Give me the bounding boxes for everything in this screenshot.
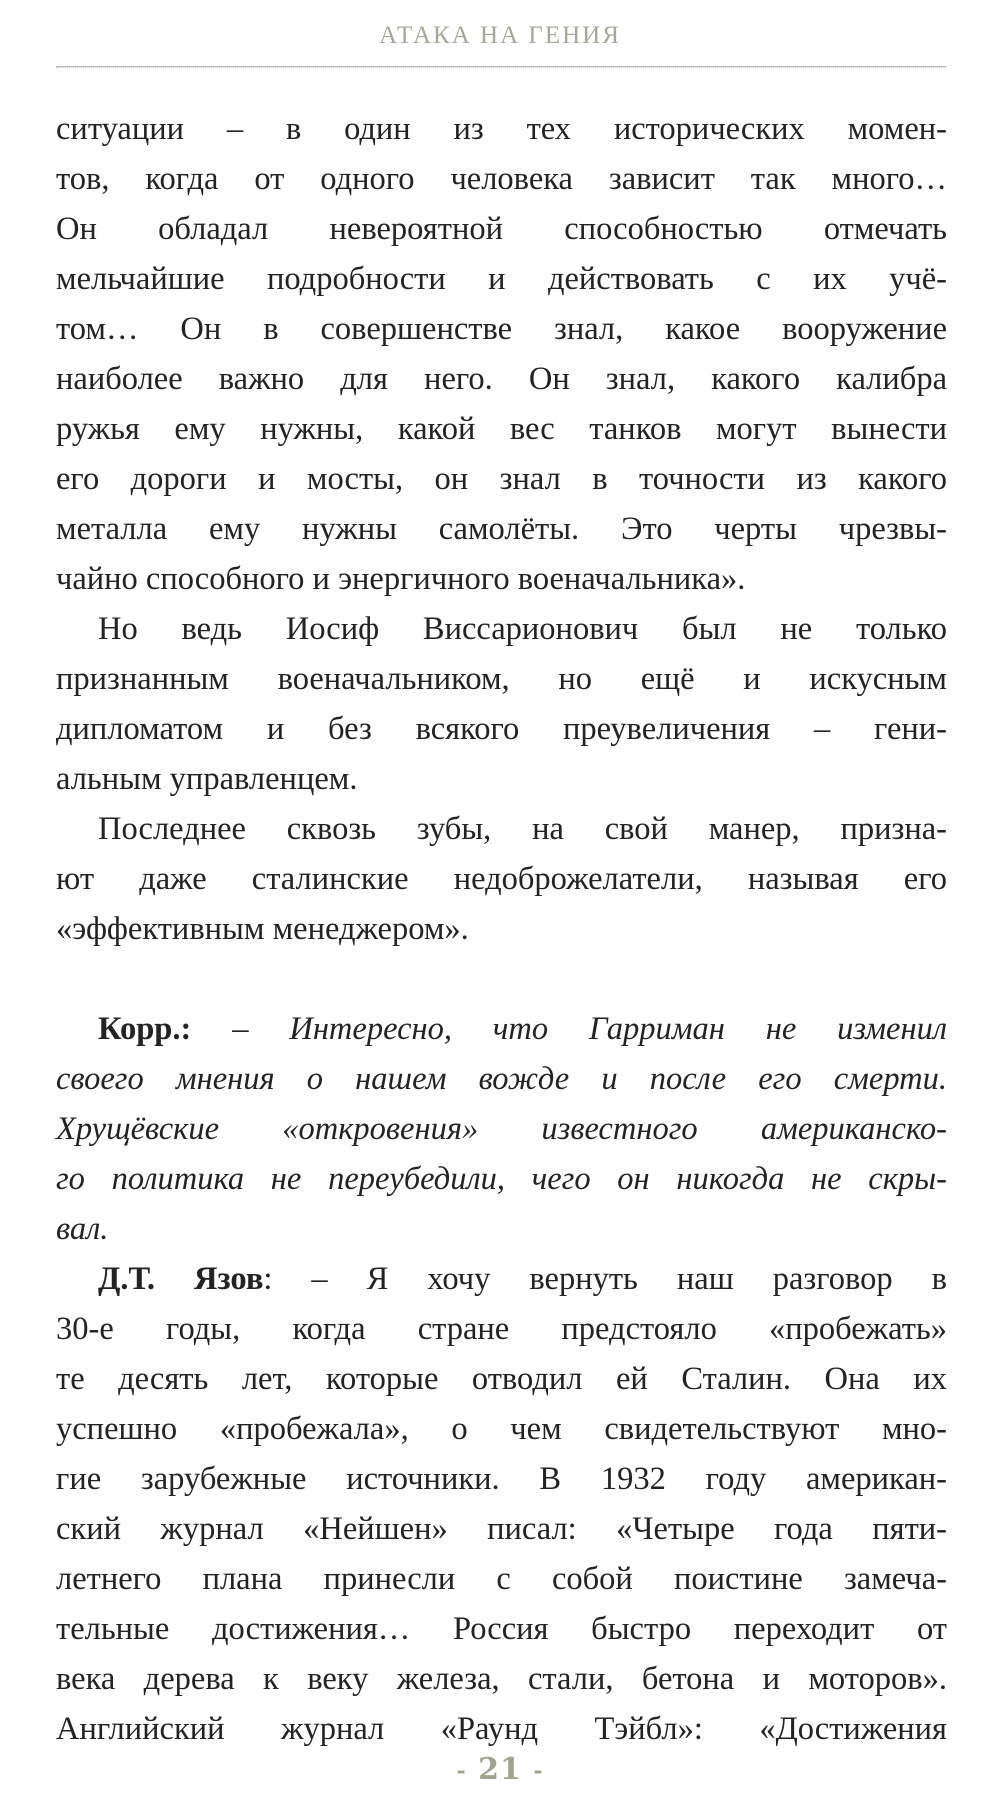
text-line: признанным военачальником, но ещё и искусным — [56, 661, 947, 697]
text-line: ский журнал «Нейшен» писал: «Четыре года пяти- — [56, 1511, 947, 1547]
folio-dash-left: - — [456, 1758, 467, 1784]
speaker-label: Корр.: — [98, 1011, 192, 1047]
paragraph — [56, 604, 947, 804]
question-text: – Интересно, что Гарриман не изменил — [191, 1011, 947, 1047]
text-line: те десять лет, которые отводил ей Сталин. Она их — [56, 1361, 947, 1397]
text-line: гие зарубежные источники. В 1932 году американ- — [56, 1461, 947, 1497]
text-line: Он обладал невероятной способностью отмечать — [56, 211, 947, 247]
text-line: тельные достижения… Россия быстро переходит от — [56, 1611, 947, 1647]
text-line: ситуации – в один из тех исторических момен- — [56, 111, 947, 147]
text-line: ружья ему нужны, какой вес танков могут вынести — [56, 411, 947, 447]
text-line: металла ему нужны самолёты. Это черты чрезвы- — [56, 511, 947, 547]
text-line: летнего плана принесли с собой поистине замеча- — [56, 1561, 947, 1597]
text-line: тов, когда от одного человека зависит так много… — [56, 161, 947, 197]
text-line: 30-е годы, когда стране предстояло «пробежать» — [56, 1311, 947, 1347]
speaker-label: Д.Т. Язов — [98, 1261, 264, 1297]
text-line: Последнее сквозь зубы, на свой манер, призна- — [98, 811, 947, 847]
text-line: мельчайшие подробности и действовать с их учё- — [56, 261, 947, 297]
section-gap — [56, 954, 947, 1004]
text-line: своего мнения о нашем вожде и после его смерти. — [56, 1061, 947, 1097]
text-line: го политика не переубедили, чего он никогда не скры- — [56, 1161, 947, 1197]
text-line: «эффективным менеджером». — [56, 911, 469, 947]
text-line: альным управленцем. — [56, 761, 358, 797]
paragraph-continuation — [56, 104, 947, 604]
text-line: том… Он в совершенстве знал, какое вооружение — [56, 311, 947, 347]
text-line — [56, 1254, 947, 1304]
interview-question — [56, 1004, 947, 1254]
text-line: чайно способного и энергичного военачальника». — [56, 561, 746, 597]
interview-answer — [56, 1254, 947, 1754]
text-line: Английский журнал «Раунд Тэйбл»: «Достижения — [56, 1711, 947, 1747]
page-number-value: 21 — [478, 1752, 522, 1787]
paragraph — [56, 804, 947, 954]
header-rule — [56, 66, 946, 68]
text-line: Но ведь Иосиф Виссарионович был не только — [98, 611, 947, 647]
answer-text: : – Я хочу вернуть наш разговор в — [263, 1261, 947, 1297]
page-body — [56, 104, 947, 1754]
text-line: дипломатом и без всякого преувеличения – гени- — [56, 711, 947, 747]
text-line: успешно «пробежала», о чем свидетельствуют мно- — [56, 1411, 947, 1447]
text-line: Хрущёвские «откровения» известного американско- — [56, 1111, 947, 1147]
text-line: ют даже сталинские недоброжелатели, называя его — [56, 861, 947, 897]
running-head: АТАКА НА ГЕНИЯ — [379, 22, 621, 49]
folio-dash-right: - — [533, 1758, 544, 1784]
text-line: вал. — [56, 1211, 109, 1247]
text-line: его дороги и мосты, он знал в точности из какого — [56, 461, 947, 497]
text-line: века дерева к веку железа, стали, бетона и моторов». — [56, 1661, 947, 1697]
page-number — [0, 1752, 1000, 1787]
text-line — [56, 1004, 947, 1054]
text-line: наиболее важно для него. Он знал, какого калибра — [56, 361, 947, 397]
